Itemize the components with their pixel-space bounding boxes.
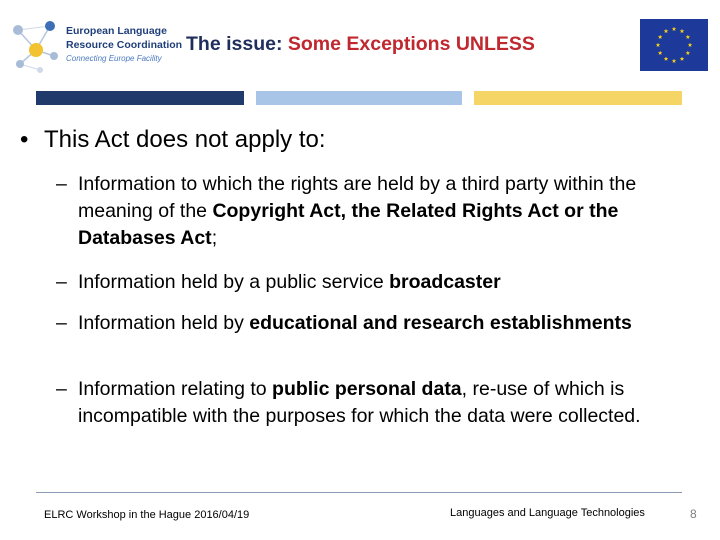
sub-item-text: ; [211, 227, 218, 249]
footer-topic: Languages and Language Technologies [450, 507, 645, 519]
sub-item-bold: broadcaster [389, 271, 501, 293]
slide-title [186, 33, 535, 56]
sub-item-text: Information held by a public service [78, 271, 390, 293]
sub-item-copyright [56, 171, 676, 252]
main-bullet [20, 126, 326, 154]
sub-item-text: Information relating to [78, 378, 273, 400]
logo-tagline: Connecting Europe Facility [66, 54, 162, 63]
logo-line-2: Resource Coordination [66, 39, 183, 51]
sub-item-education [56, 310, 676, 337]
title-accent: Some Exceptions UNLESS [287, 33, 535, 55]
dash-icon: – [56, 173, 67, 195]
network-icon [10, 16, 62, 76]
sub-item-bold: Copyright Act, the Related Rights Act or the Databases Act [78, 200, 619, 249]
dash-icon: – [56, 271, 67, 293]
logo-line-1: European Language [66, 25, 167, 37]
header-bar-yellow [474, 91, 682, 105]
sub-item-text: Information held by [78, 312, 250, 334]
dash-icon: – [56, 312, 67, 334]
main-bullet-text: This Act does not apply to: [44, 126, 326, 153]
sub-item-broadcaster [56, 269, 676, 296]
sub-item-bold: educational and research establishments [249, 312, 632, 334]
footer-event: ELRC Workshop in the Hague 2016/04/19 [44, 509, 250, 521]
dash-icon: – [56, 378, 67, 400]
header-bar-dark-blue [36, 91, 244, 105]
bullet-icon: • [20, 126, 29, 153]
sub-item-text: , re-use of which is incompatible with the purposes for which the data were collected. [78, 378, 641, 427]
footer-divider [36, 492, 682, 493]
elrc-logo [10, 16, 183, 76]
sub-item-bold: public personal data [272, 378, 462, 400]
header-bar-light-blue [256, 91, 462, 105]
sub-item-personal-data [56, 376, 676, 430]
page-number: 8 [690, 507, 697, 521]
title-prefix: The issue: [186, 33, 288, 55]
eu-flag-icon [640, 19, 708, 71]
sub-item-text: Information to which the rights are held by a third party within the meaning of the [78, 173, 637, 222]
